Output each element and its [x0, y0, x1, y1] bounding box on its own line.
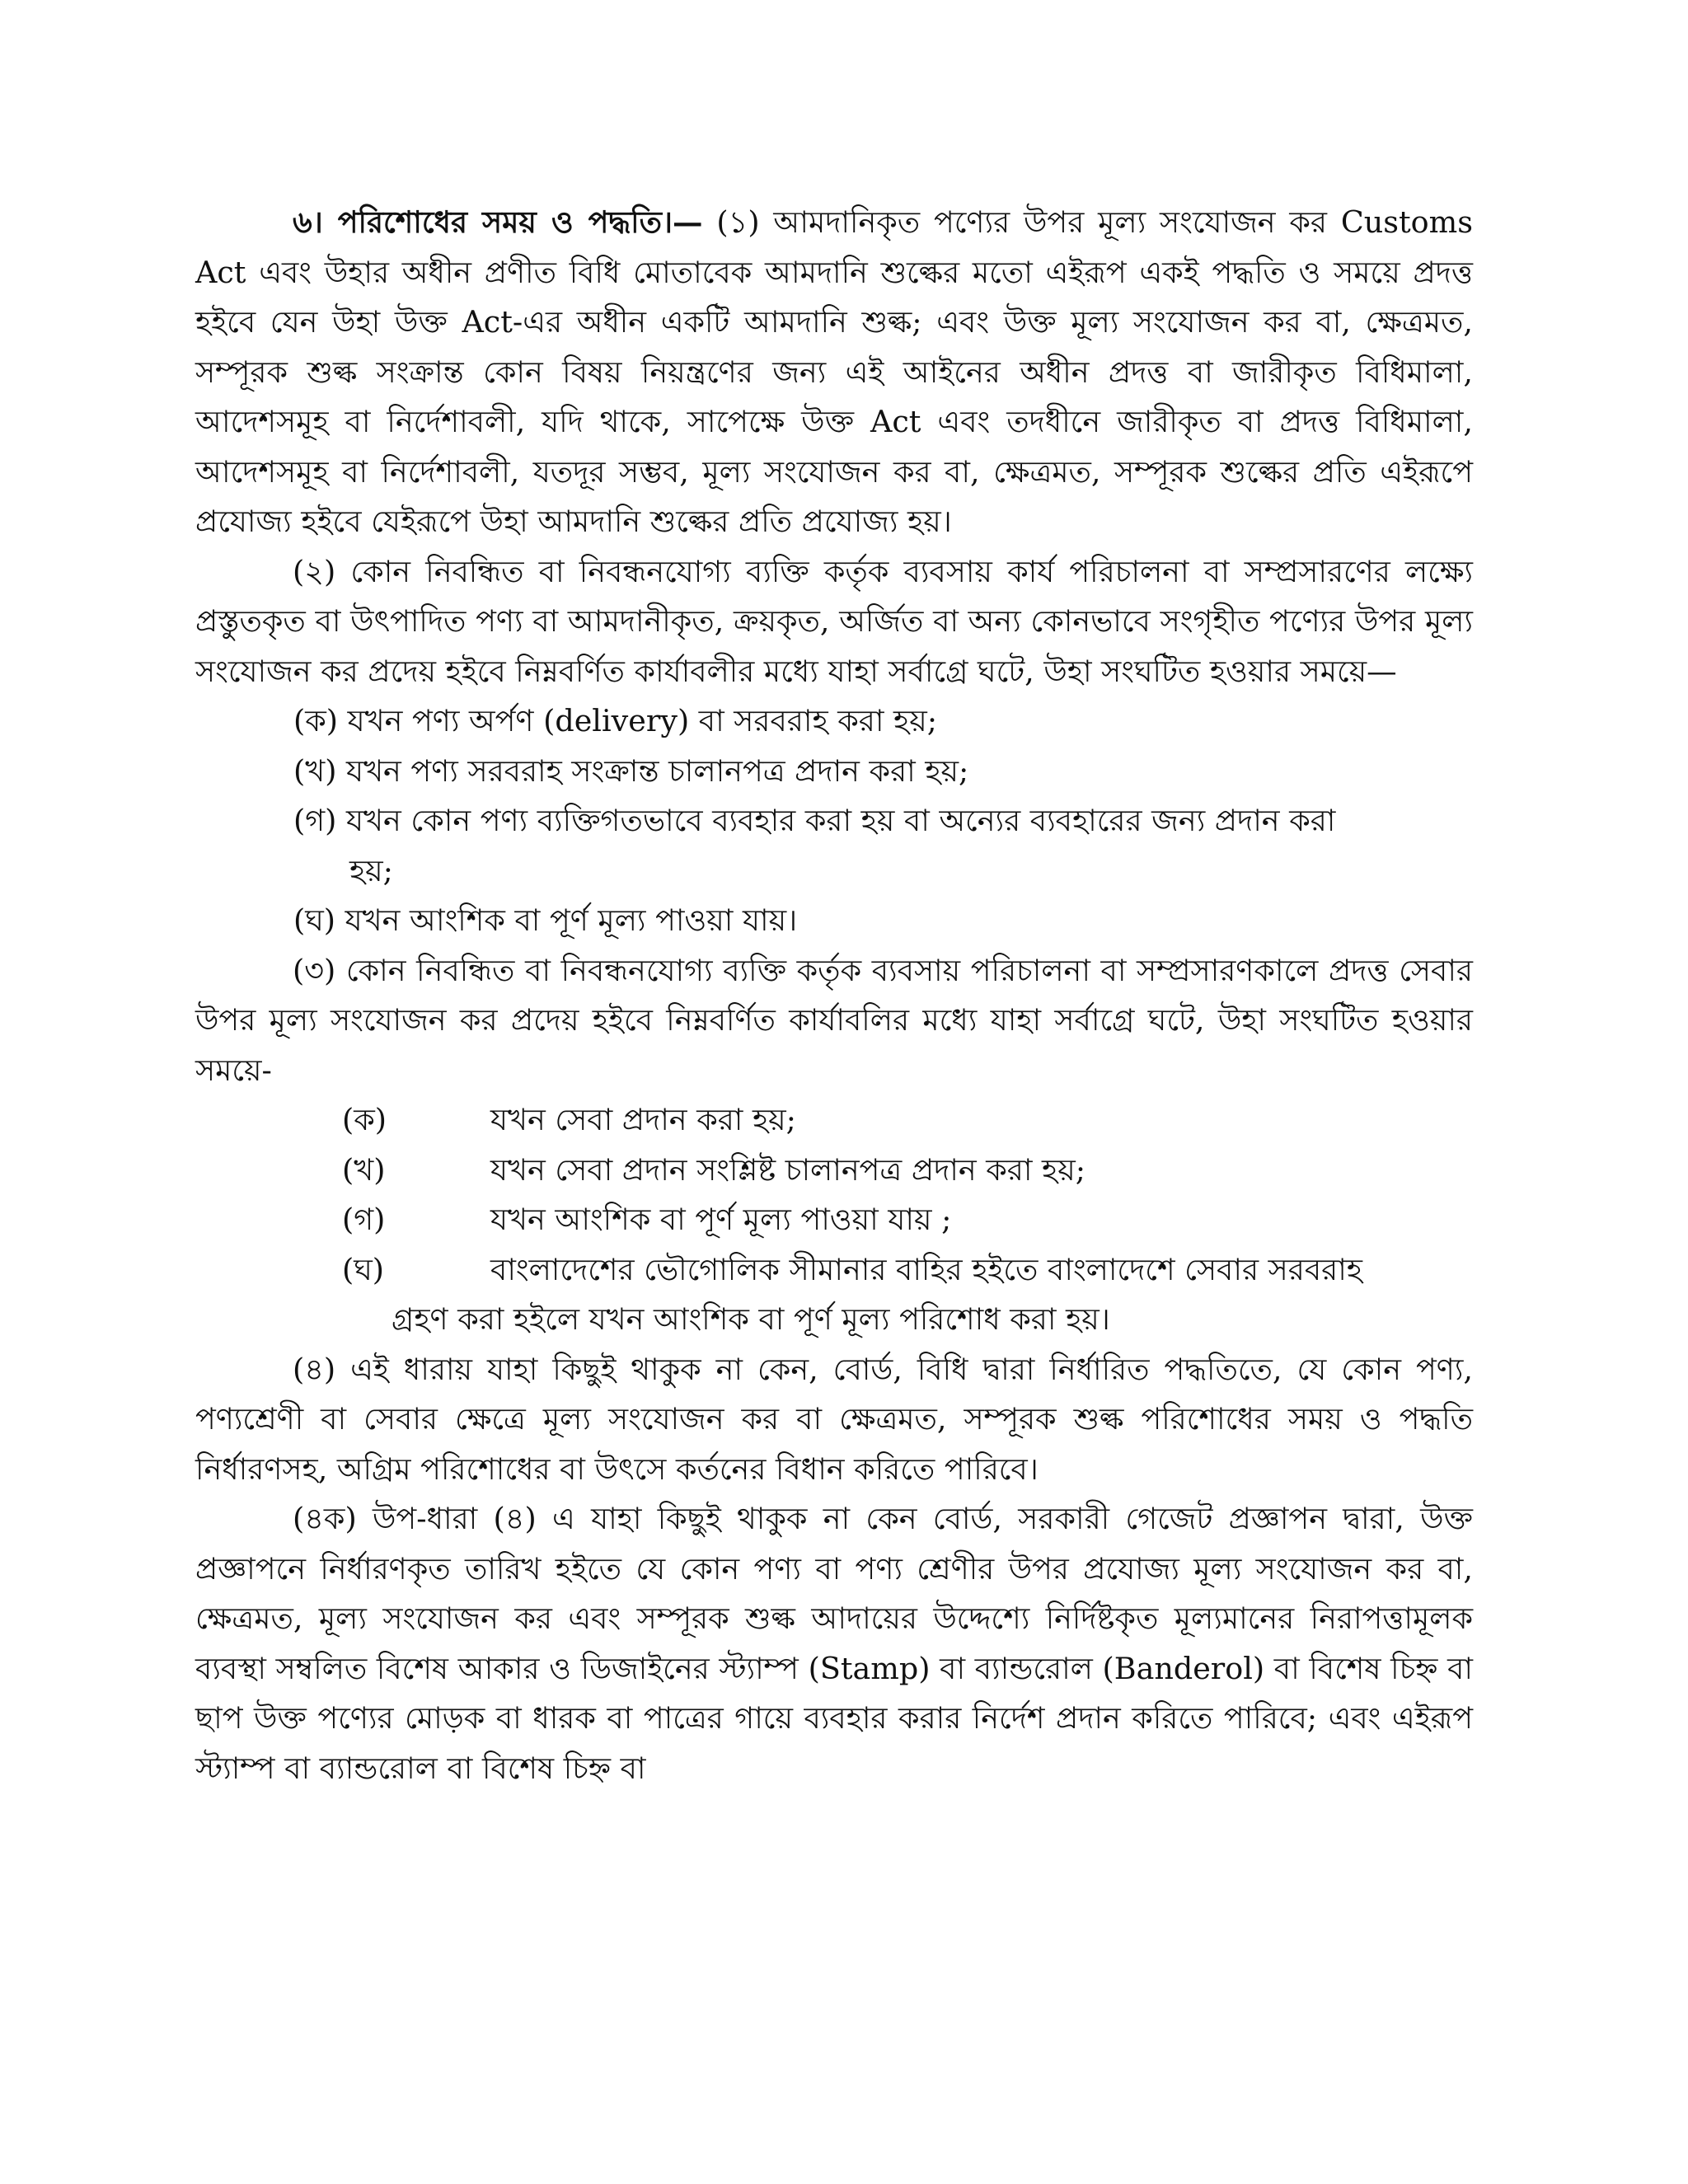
- sub2-item-ga-text: (গ) যখন কোন পণ্য ব্যক্তিগতভাবে ব্যবহার করা হয় বা অন্যের ব্যবহারের জন্য প্রদান করা: [293, 803, 1336, 838]
- sub3-item-gha: [195, 1245, 1473, 1296]
- sub3-item-text: বাংলাদেশের ভৌগোলিক সীমানার বাহির হইতে বাংলাদেশে সেবার সরবরাহ: [490, 1251, 1362, 1287]
- sub2-item-ga: [195, 796, 1473, 896]
- sub3-item-gha-continued: গ্রহণ করা হইলে যখন আংশিক বা পূর্ণ মূল্য পরিশোধ করা হয়।: [392, 1301, 1110, 1337]
- paragraph-sub3: (৩) কোন নিবন্ধিত বা নিবন্ধনযোগ্য ব্যক্তি কর্তৃক ব্যবসায় পরিচালনা বা সম্প্রসারণকালে প্রদত্ত সেবার উপর মূল্য সংযোজন কর প্রদেয় হইবে নিম্নবর্ণিত কার্যাবলির মধ্যে যাহা সর্বাগ্রে ঘটে, উহা সংঘটিত হওয়ার সময়ে-: [195, 952, 1473, 1088]
- sub3-item-text: যখন আংশিক বা পূর্ণ মূল্য পাওয়া যায় ;: [490, 1202, 952, 1237]
- sub2-item-kha: (খ) যখন পণ্য সরবরাহ সংক্রান্ত চালানপত্র প্রদান করা হয়;: [293, 752, 969, 789]
- sub3-item-kha: [195, 1146, 1473, 1196]
- document-page: [195, 198, 1473, 1793]
- sub3-item-label: (ক): [342, 1102, 387, 1137]
- sub3-item-label: (ঘ): [342, 1251, 385, 1287]
- sub3-item-label: (গ): [342, 1202, 386, 1237]
- paragraph-sub2: (২) কোন নিবন্ধিত বা নিবন্ধনযোগ্য ব্যক্তি কর্তৃক ব্যবসায় কার্য পরিচালনা বা সম্প্রসারণের লক্ষ্যে প্রস্তুতকৃত বা উৎপাদিত পণ্য বা আমদানীকৃত, ক্রয়কৃত, অর্জিত বা অন্য কোনভাবে সংগৃহীত পণ্যের উপর মূল্য সংযোজন কর প্রদেয় হইবে নিম্নবর্ণিত কার্যাবলীর মধ্যে যাহা সর্বাগ্রে ঘটে, উহা সংঘটিত হওয়ার সময়ে—: [195, 553, 1473, 689]
- sub3-item-text: যখন সেবা প্রদান করা হয়;: [490, 1102, 796, 1137]
- sub3-item-label: (খ): [342, 1151, 386, 1188]
- section-heading: ৬। পরিশোধের সময় ও পদ্ধতি।—: [293, 204, 703, 240]
- sub2-item-gha: (ঘ) যখন আংশিক বা পূর্ণ মূল্য পাওয়া যায়।: [293, 902, 798, 938]
- paragraph-sub4: (৪) এই ধারায় যাহা কিছুই থাকুক না কেন, বোর্ড, বিধি দ্বারা নির্ধারিত পদ্ধতিতে, যে কোন পণ্য, পণ্যশ্রেণী বা সেবার ক্ষেত্রে মূল্য সংযোজন কর বা ক্ষেত্রমত, সম্পূরক শুল্ক পরিশোধের সময় ও পদ্ধতি নির্ধারণসহ, অগ্রিম পরিশোধের বা উৎসে কর্তনের বিধান করিতে পারিবে।: [195, 1351, 1473, 1487]
- paragraph-sub4a: (৪ক) উপ-ধারা (৪) এ যাহা কিছুই থাকুক না কেন বোর্ড, সরকারী গেজেট প্রজ্ঞাপন দ্বারা, উক্ত প্রজ্ঞাপনে নির্ধারণকৃত তারিখ হইতে যে কোন পণ্য বা পণ্য শ্রেণীর উপর প্রযোজ্য মূল্য সংযোজন কর বা, ক্ষেত্রমত, মূল্য সংযোজন কর এবং সম্পূরক শুল্ক আদায়ের উদ্দেশ্যে নির্দিষ্টকৃত মূল্যমানের নিরাপত্তামূলক ব্যবস্থা সম্বলিত বিশেষ আকার ও ডিজাইনের স্ট্যাম্প (Stamp) বা ব্যান্ডরোল (Banderol) বা বিশেষ চিহ্ন বা ছাপ উক্ত পণ্যের মোড়ক বা ধারক বা পাত্রের গায়ে ব্যবহার করার নির্দেশ প্রদান করিতে পারিবে; এবং এইরূপ স্ট্যাম্প বা ব্যান্ডরোল বা বিশেষ চিহ্ন বা: [195, 1501, 1473, 1786]
- sub1-text: (১) আমদানিকৃত পণ্যের উপর মূল্য সংযোজন কর Customs Act এবং উহার অধীন প্রণীত বিধি মোতাবেক আমদানি শুল্কের মতো এইরূপ একই পদ্ধতি ও সময়ে প্রদত্ত হইবে যেন উহা উক্ত Act-এর অধীন একটি আমদানি শুল্ক; এবং উক্ত মূল্য সংযোজন কর বা, ক্ষেত্রমত, সম্পূরক শুল্ক সংক্রান্ত কোন বিষয় নিয়ন্ত্রণের জন্য এই আইনের অধীন প্রদত্ত বা জারীকৃত বিধিমালা, আদেশসমূহ বা নির্দেশাবলী, যদি থাকে, সাপেক্ষে উক্ত Act এবং তদধীনে জারীকৃত বা প্রদত্ত বিধিমালা, আদেশসমূহ বা নির্দেশাবলী, যতদূর সম্ভব, মূল্য সংযোজন কর বা, ক্ষেত্রমত, সম্পূরক শুল্কের প্রতি এইরূপে প্রযোজ্য হইবে যেইরূপে উহা আমদানি শুল্কের প্রতি প্রযোজ্য হয়।: [195, 204, 1473, 539]
- sub3-item-text: যখন সেবা প্রদান সংশ্লিষ্ট চালানপত্র প্রদান করা হয়;: [490, 1151, 1085, 1188]
- paragraph-sub1: [195, 198, 1473, 547]
- sub3-item-ka: [195, 1095, 1473, 1146]
- sub2-item-ka: (ক) যখন পণ্য অর্পণ (delivery) বা সরবরাহ করা হয়;: [293, 703, 937, 738]
- sub2-item-ga-continued: হয়;: [349, 852, 393, 888]
- sub3-item-ga: [195, 1195, 1473, 1245]
